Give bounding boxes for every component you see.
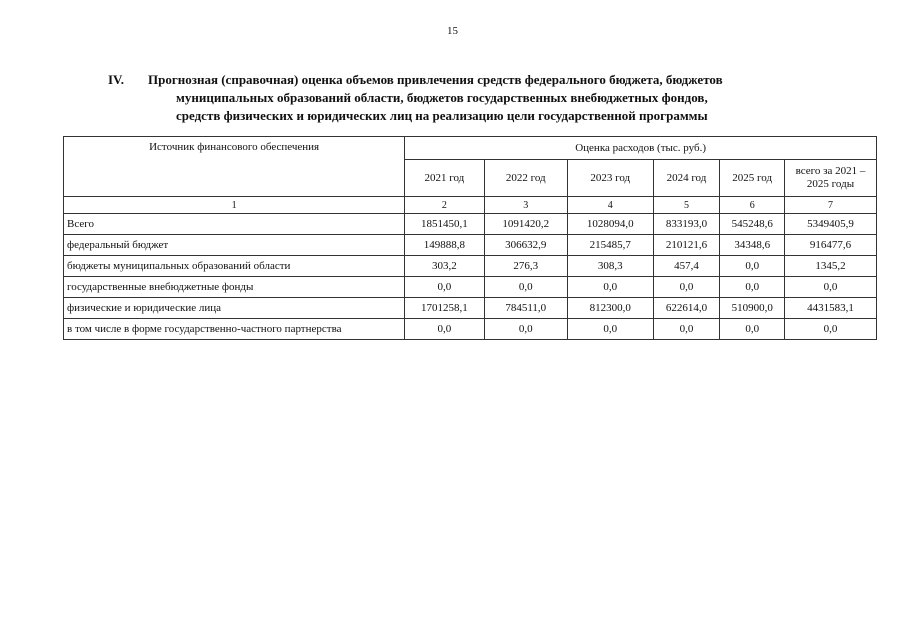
table-cell: 0,0 bbox=[653, 277, 720, 298]
column-index: 1 bbox=[64, 197, 405, 214]
year-header: 2021 год bbox=[405, 160, 484, 197]
table-cell: 812300,0 bbox=[568, 298, 654, 319]
row-label: государственные внебюджетные фонды bbox=[64, 277, 405, 298]
year-header: 2023 год bbox=[568, 160, 654, 197]
table-cell: 0,0 bbox=[405, 319, 484, 340]
heading-text-1: Прогнозная (справочная) оценка объемов привлечения средств федерального бюджета, бюджетов bbox=[148, 72, 723, 87]
table-cell: 0,0 bbox=[720, 319, 785, 340]
total-header: всего за 2021 – 2025 годы bbox=[785, 160, 877, 197]
column-index-row bbox=[64, 197, 877, 214]
column-index: 3 bbox=[484, 197, 567, 214]
table-cell: 1701258,1 bbox=[405, 298, 484, 319]
table-cell: 0,0 bbox=[568, 277, 654, 298]
table-cell: 276,3 bbox=[484, 256, 567, 277]
column-index: 7 bbox=[785, 197, 877, 214]
table-cell: 0,0 bbox=[405, 277, 484, 298]
table-cell: 0,0 bbox=[720, 256, 785, 277]
table-cell: 545248,6 bbox=[720, 214, 785, 235]
row-label: федеральный бюджет bbox=[64, 235, 405, 256]
table-cell: 5349405,9 bbox=[785, 214, 877, 235]
table-cell: 215485,7 bbox=[568, 235, 654, 256]
table-cell: 210121,6 bbox=[653, 235, 720, 256]
table-cell: 308,3 bbox=[568, 256, 654, 277]
heading-line-2: муниципальных образований области, бюджетов государственных внебюджетных фондов, bbox=[176, 90, 708, 105]
table-cell: 622614,0 bbox=[653, 298, 720, 319]
year-header: 2024 год bbox=[653, 160, 720, 197]
table-cell: 0,0 bbox=[484, 319, 567, 340]
table-cell: 457,4 bbox=[653, 256, 720, 277]
table-cell: 149888,8 bbox=[405, 235, 484, 256]
table-cell: 0,0 bbox=[653, 319, 720, 340]
table-cell: 833193,0 bbox=[653, 214, 720, 235]
column-index: 5 bbox=[653, 197, 720, 214]
table-cell: 0,0 bbox=[785, 277, 877, 298]
table-cell: 1851450,1 bbox=[405, 214, 484, 235]
row-label: Всего bbox=[64, 214, 405, 235]
table-row bbox=[64, 235, 877, 256]
table-cell: 1091420,2 bbox=[484, 214, 567, 235]
header-row-1 bbox=[64, 137, 877, 160]
table-row bbox=[64, 319, 877, 340]
column-index: 2 bbox=[405, 197, 484, 214]
table-row bbox=[64, 214, 877, 235]
column-index: 4 bbox=[568, 197, 654, 214]
table-cell: 303,2 bbox=[405, 256, 484, 277]
table-cell: 1345,2 bbox=[785, 256, 877, 277]
table-cell: 4431583,1 bbox=[785, 298, 877, 319]
table-cell: 1028094,0 bbox=[568, 214, 654, 235]
row-label: физические и юридические лица bbox=[64, 298, 405, 319]
section-heading bbox=[108, 71, 828, 125]
table-cell: 0,0 bbox=[785, 319, 877, 340]
page-number: 15 bbox=[447, 25, 458, 37]
source-header: Источник финансового обеспечения bbox=[64, 137, 405, 197]
table-row bbox=[64, 298, 877, 319]
row-label: в том числе в форме государственно-частного партнерства bbox=[64, 319, 405, 340]
year-header: 2022 год bbox=[484, 160, 567, 197]
table-cell: 0,0 bbox=[720, 277, 785, 298]
table-cell: 34348,6 bbox=[720, 235, 785, 256]
budget-table bbox=[63, 136, 877, 340]
table-row bbox=[64, 256, 877, 277]
year-header: 2025 год bbox=[720, 160, 785, 197]
heading-line-1 bbox=[108, 71, 828, 89]
table-cell: 510900,0 bbox=[720, 298, 785, 319]
table-row bbox=[64, 277, 877, 298]
heading-line-3: средств физических и юридических лиц на реализацию цели государственной программы bbox=[176, 108, 708, 123]
table-cell: 0,0 bbox=[484, 277, 567, 298]
column-index: 6 bbox=[720, 197, 785, 214]
table-cell: 916477,6 bbox=[785, 235, 877, 256]
table-cell: 306632,9 bbox=[484, 235, 567, 256]
table-cell: 0,0 bbox=[568, 319, 654, 340]
row-label: бюджеты муниципальных образований области bbox=[64, 256, 405, 277]
heading-numeral: IV. bbox=[108, 72, 125, 87]
estimate-header: Оценка расходов (тыс. руб.) bbox=[405, 137, 877, 160]
table-cell: 784511,0 bbox=[484, 298, 567, 319]
